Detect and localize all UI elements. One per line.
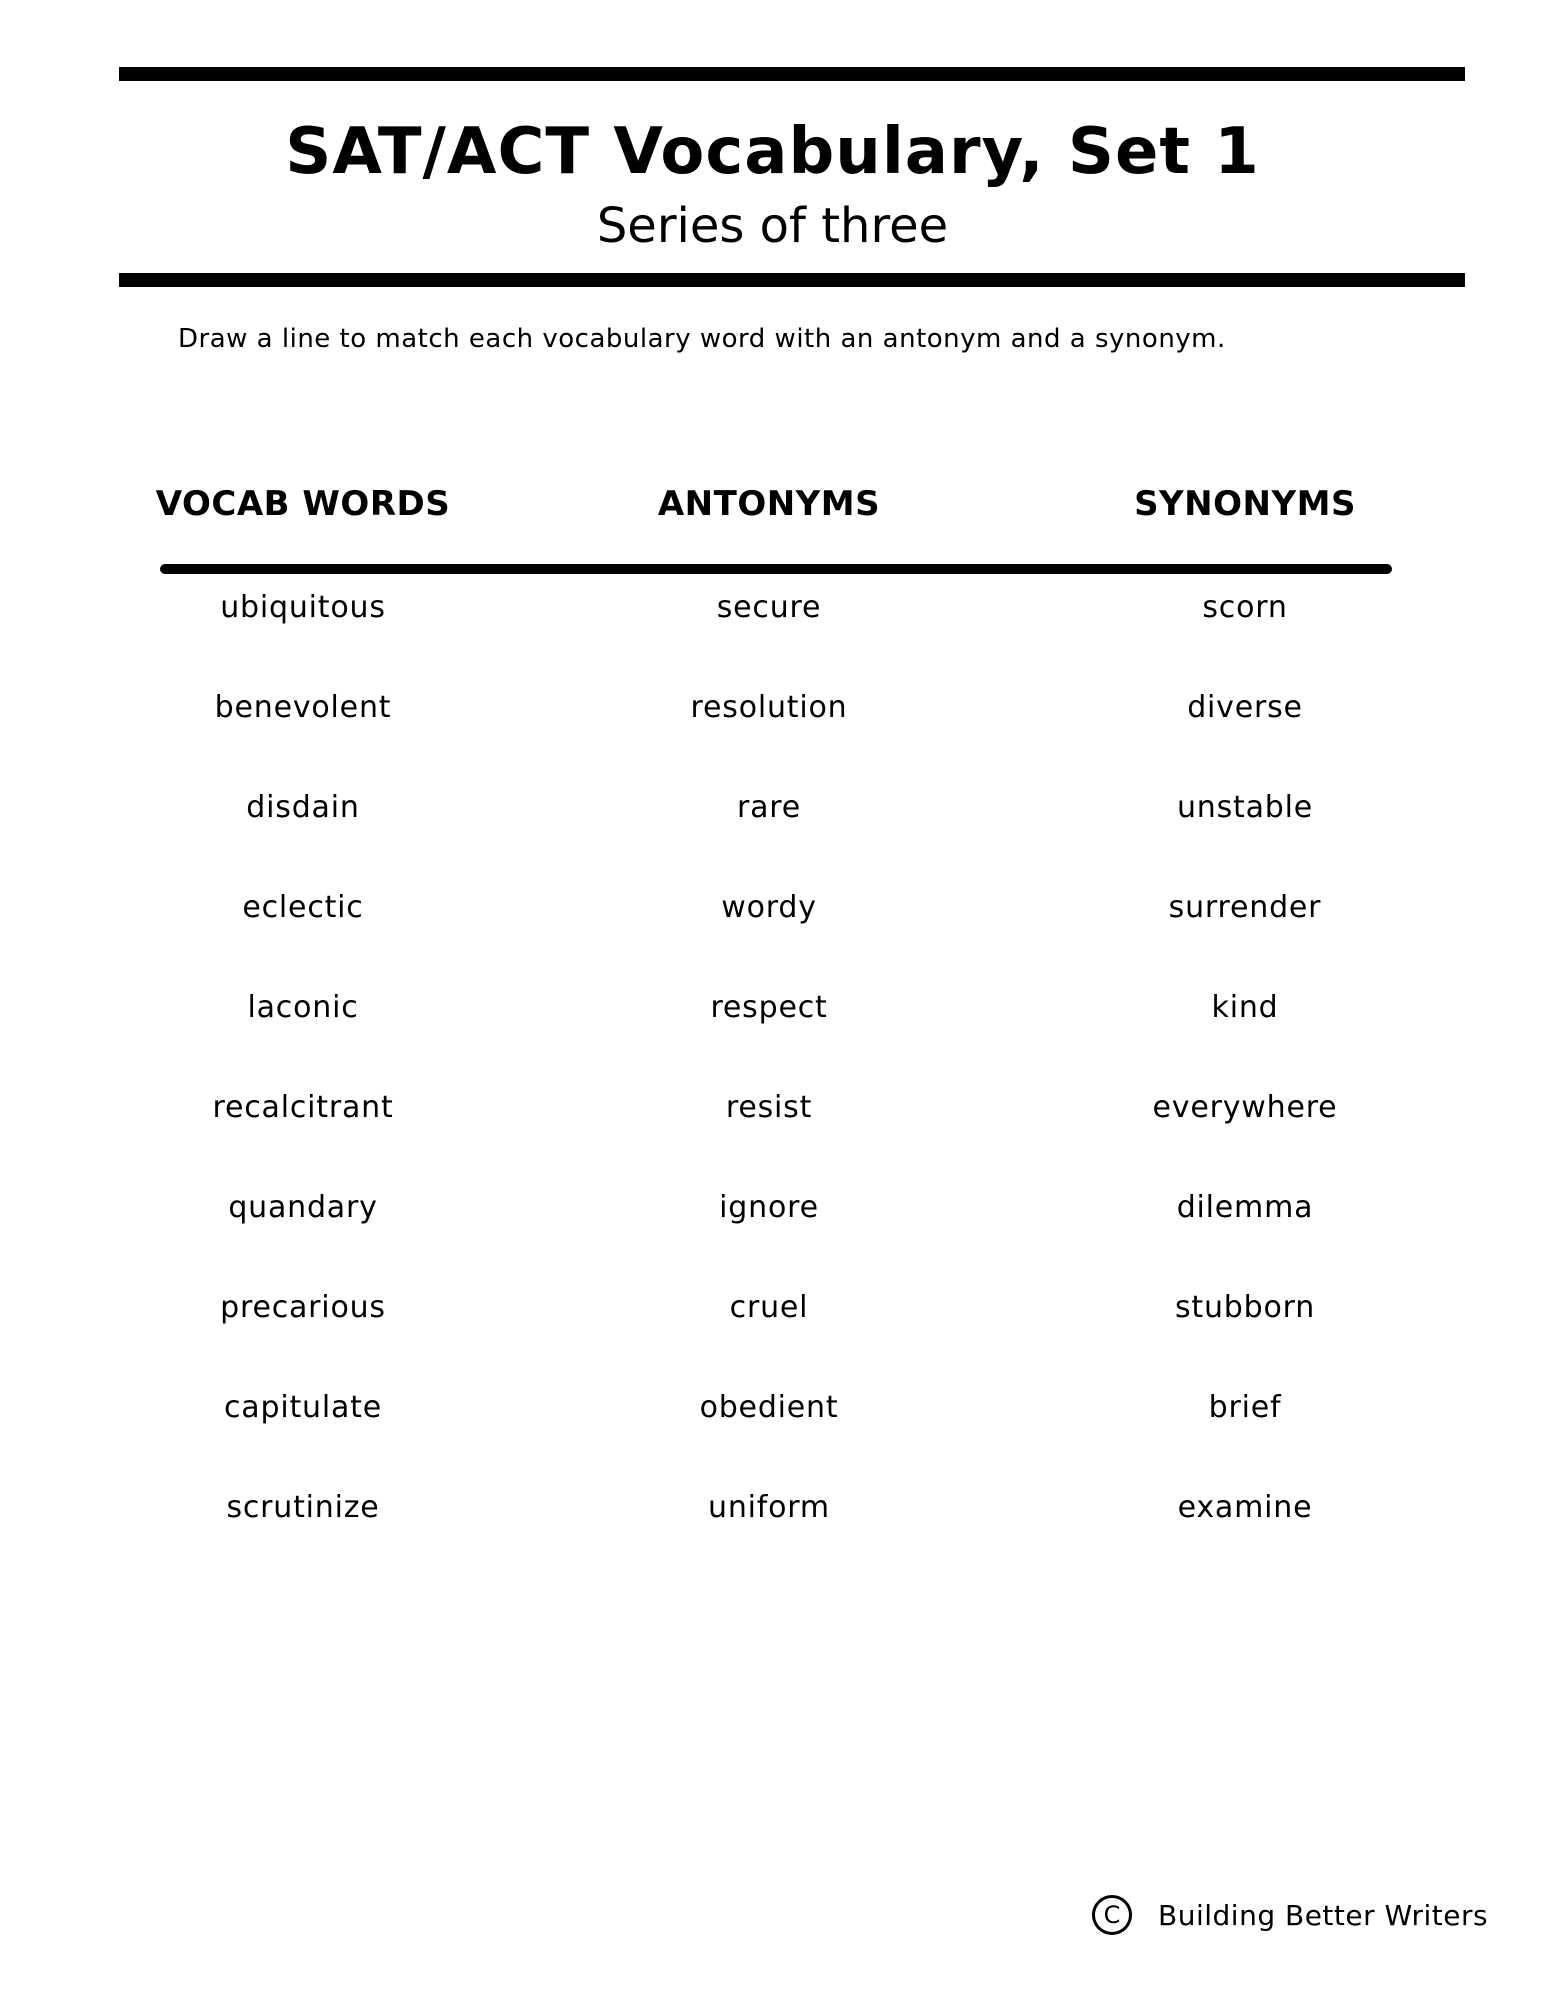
- antonym-word: resolution: [690, 690, 848, 725]
- antonyms-heading: ANTONYMS: [657, 484, 881, 524]
- synonym-word: surrender: [1168, 890, 1322, 925]
- antonym-word: resist: [725, 1090, 813, 1125]
- vocab-word: precarious: [220, 1290, 386, 1325]
- vocab-word: benevolent: [214, 690, 392, 725]
- antonym-word: uniform: [708, 1490, 830, 1525]
- vocab-word: eclectic: [242, 890, 364, 925]
- copyright-text: Building Better Writers: [1158, 1898, 1489, 1932]
- vocab-word: recalcitrant: [212, 1090, 394, 1125]
- synonym-word: diverse: [1187, 690, 1303, 725]
- antonym-word: respect: [710, 990, 828, 1025]
- vocab-word: scrutinize: [226, 1490, 380, 1525]
- synonym-word: everywhere: [1152, 1090, 1338, 1125]
- synonym-word: stubborn: [1174, 1290, 1316, 1325]
- synonym-word: scorn: [1202, 590, 1288, 625]
- synonyms-column: [1035, 588, 1455, 1588]
- top-rule: [119, 67, 1465, 81]
- page-subtitle: Series of three: [596, 198, 949, 254]
- synonyms-heading: SYNONYMS: [1134, 484, 1356, 524]
- copyright-footer: [1092, 1895, 1488, 1935]
- copyright-icon: C: [1092, 1895, 1132, 1935]
- antonym-word: wordy: [721, 890, 817, 925]
- synonym-word: unstable: [1176, 790, 1314, 825]
- synonym-word: kind: [1211, 990, 1279, 1025]
- antonym-word: secure: [716, 590, 822, 625]
- antonym-word: obedient: [699, 1390, 839, 1425]
- synonym-word: brief: [1208, 1390, 1282, 1425]
- vocab-word: quandary: [228, 1190, 378, 1225]
- header-divider: [160, 564, 1392, 574]
- vocab-word: disdain: [246, 790, 360, 825]
- antonyms-column: [559, 588, 979, 1588]
- synonym-word: dilemma: [1176, 1190, 1314, 1225]
- vocab-word: capitulate: [224, 1390, 382, 1425]
- bottom-rule: [119, 273, 1465, 287]
- page-title: SAT/ACT Vocabulary, Set 1: [285, 115, 1260, 189]
- vocab-word: ubiquitous: [220, 590, 386, 625]
- vocab-words-column: [93, 588, 513, 1588]
- instructions-text: Draw a line to match each vocabulary word with an antonym and a synonym.: [178, 324, 1226, 354]
- antonym-word: cruel: [729, 1290, 809, 1325]
- antonym-word: rare: [736, 790, 802, 825]
- vocab-words-heading: VOCAB WORDS: [155, 484, 451, 524]
- vocab-word: laconic: [247, 990, 359, 1025]
- synonym-word: examine: [1177, 1490, 1313, 1525]
- antonym-word: ignore: [719, 1190, 819, 1225]
